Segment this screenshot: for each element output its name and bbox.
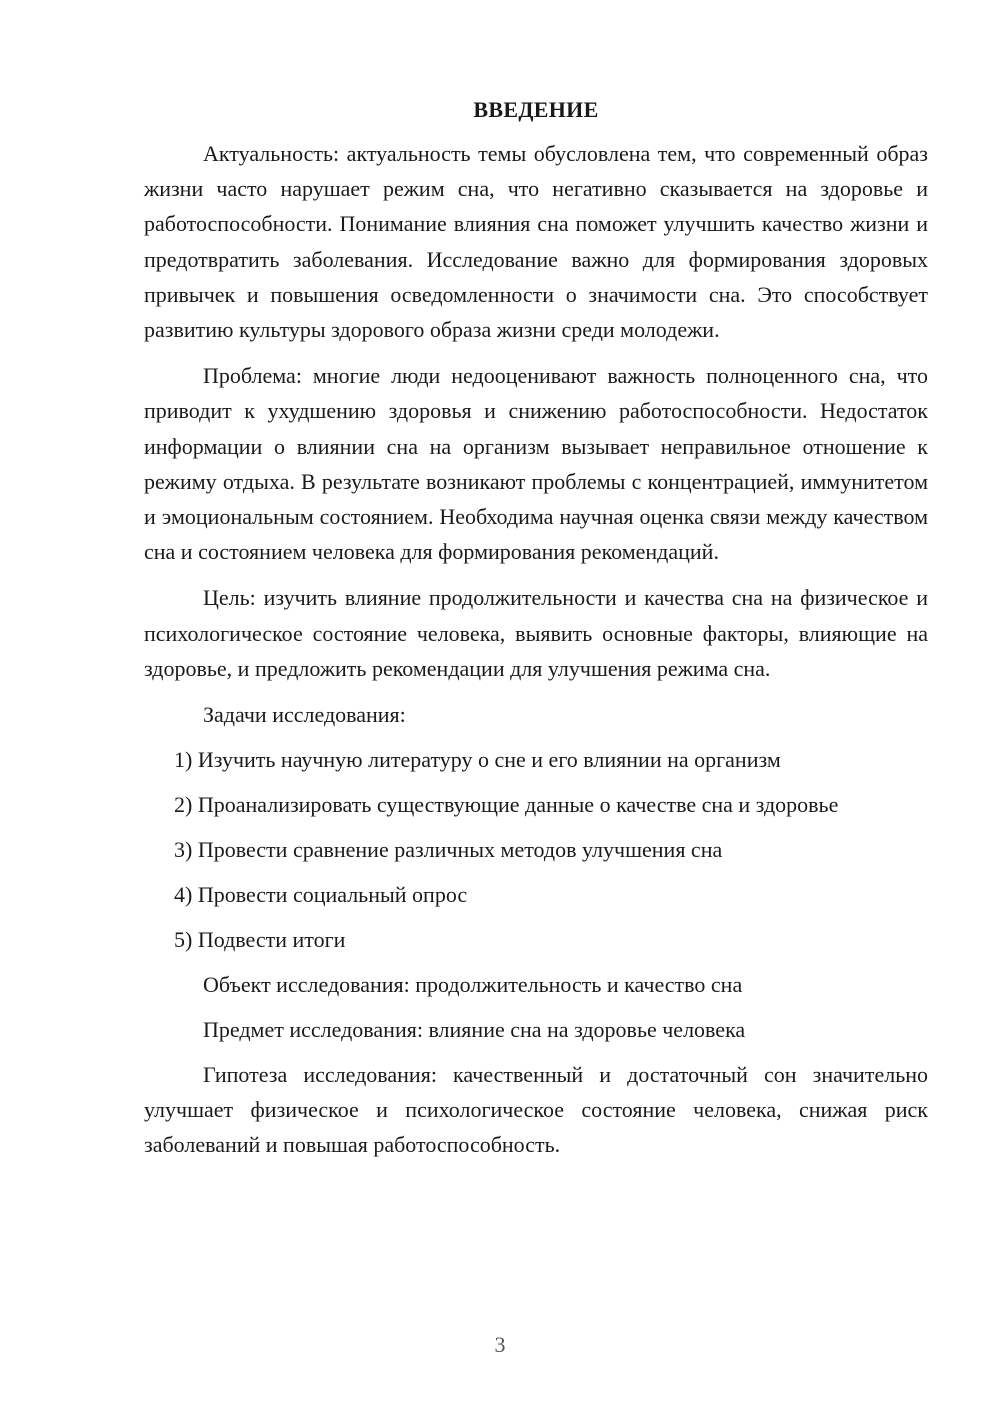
hypothesis-paragraph: Гипотеза исследования: качественный и достаточный сон значительно улучшает физическое и психологическое состояние человека, снижая риск заболеваний и повышая работоспособность.	[144, 1062, 928, 1158]
task-item-2: 2) Проанализировать существующие данные о качестве сна и здоровье	[174, 792, 839, 818]
task-item-5: 5) Подвести итоги	[174, 927, 346, 953]
page-number: 3	[494, 1332, 506, 1357]
task-item-4: 4) Провести социальный опрос	[174, 882, 468, 908]
goal-paragraph: Цель: изучить влияние продолжительности и качества сна на физическое и психологическое состояние человека, выявить основные факторы, влияющие на здоровье, и предложить рекомендации для улучшения режима сна.	[144, 585, 928, 681]
tasks-heading: Задачи исследования:	[203, 702, 406, 728]
document-page	[144, 92, 928, 1174]
tasks-list	[144, 742, 928, 957]
research-subject: Предмет исследования: влияние сна на здоровье человека	[203, 1017, 746, 1043]
relevance-paragraph: Актуальность: актуальность темы обусловлена тем, что современный образ жизни часто нарушает режим сна, что негативно сказывается на здоровье и работоспособности. Понимание влияния сна поможет улучшить качество жизни и предотвратить заболевания. Исследование важно для формирования здоровых привычек и повышения осведомленности о значимости сна. Это способствует развитию культуры здорового образа жизни среди молодежи.	[144, 141, 928, 343]
task-item-3: 3) Провести сравнение различных методов улучшения сна	[174, 837, 723, 863]
task-item-1: 1) Изучить научную литературу о сне и его влиянии на организм	[174, 747, 781, 773]
research-object: Объект исследования: продолжительность и качество сна	[203, 972, 743, 998]
problem-paragraph: Проблема: многие люди недооценивают важность полноценного сна, что приводит к ухудшению здоровья и снижению работоспособности. Недостаток информации о влиянии сна на организм вызывает неправильное отношение к режиму отдыха. В результате возникают проблемы с концентрацией, иммунитетом и эмоциональным состоянием. Необходима научная оценка связи между качеством сна и состоянием человека для формирования рекомендаций.	[144, 363, 928, 565]
page-title: ВВЕДЕНИЕ	[473, 97, 599, 122]
